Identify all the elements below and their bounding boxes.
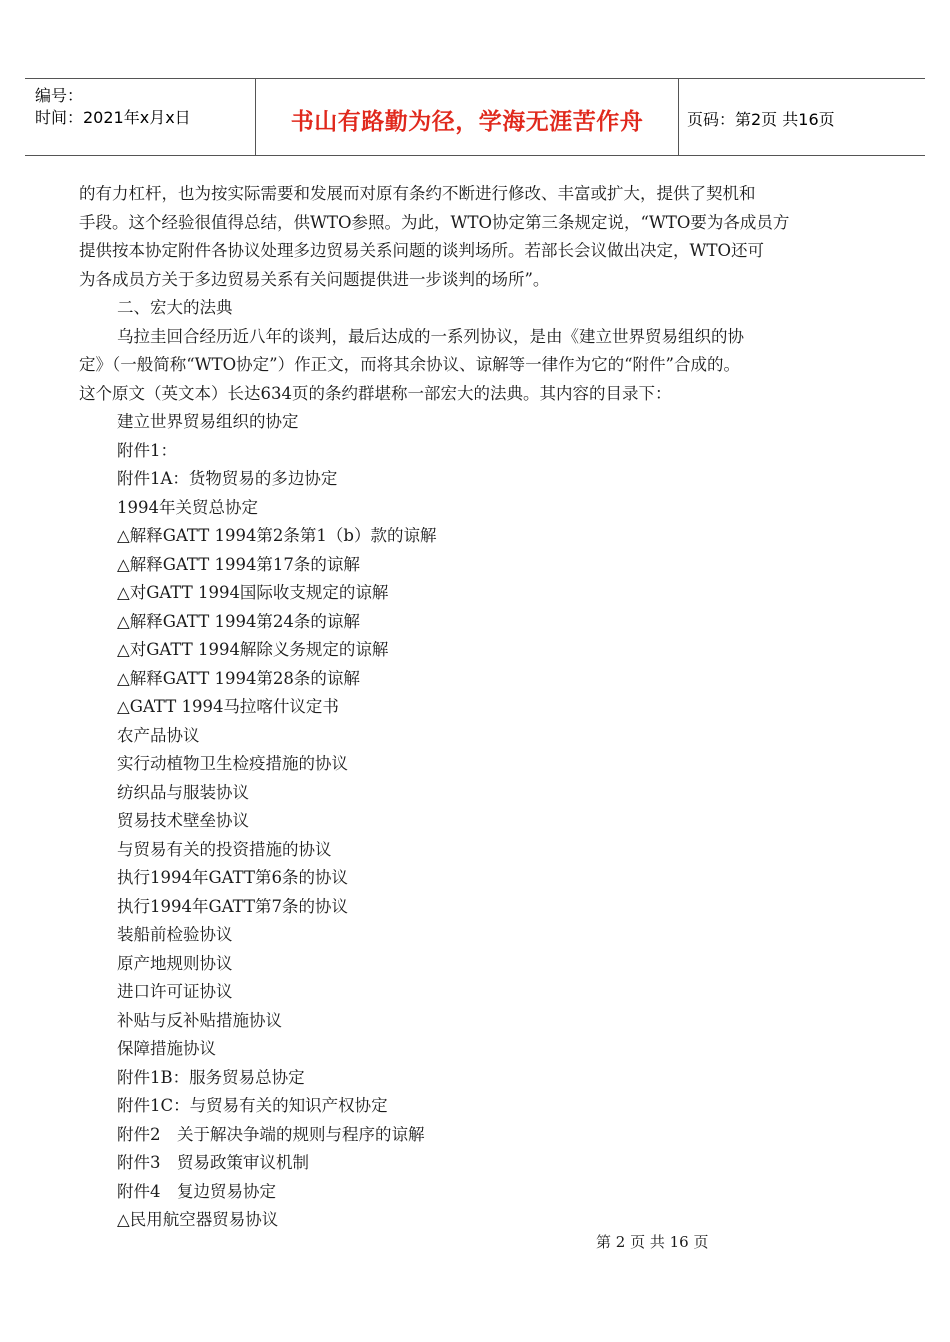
section-heading: 二、宏大的法典 (117, 298, 233, 317)
toc-item: 与贸易有关的投资措施的协议 (117, 839, 332, 859)
document-number-label: 编号： (35, 86, 84, 105)
toc-item: 附件2 关于解决争端的规则与程序的谅解 (117, 1124, 425, 1144)
body-line: 手段。这个经验很值得总结，供WTO参照。为此，WTO协定第三条规定说，“WTO要为各成员方 (79, 212, 790, 232)
toc-item: 装船前检验协议 (117, 925, 233, 944)
body-line: 提供按本协定附件各协议处理多边贸易关系问题的谈判场所。若部长会议做出决定，WTO还可 (79, 241, 764, 260)
header-motto: 书山有路勤为径，学海无涯苦作舟 (290, 109, 644, 135)
toc-item: 纺织品与服装协议 (117, 782, 249, 802)
page-footer: 第 2 页 共 16 页 (596, 1233, 709, 1251)
toc-item: △解释GATT 1994第24条的谅解 (117, 611, 360, 631)
body-line: 这个原文（英文本）长达634页的条约群堪称一部宏大的法典。其内容的目录下： (79, 383, 672, 403)
page-header (25, 78, 925, 156)
toc-item: 农产品协议 (117, 725, 200, 745)
toc-item: △对GATT 1994解除义务规定的谅解 (117, 640, 389, 659)
toc-item: 1994年关贸总协定 (117, 497, 258, 517)
toc-item: 附件3 贸易政策审议机制 (117, 1153, 309, 1172)
toc-item: 贸易技术壁垒协议 (117, 811, 249, 830)
toc-item: 附件4 复边贸易协定 (117, 1181, 276, 1201)
toc-item: 进口许可证协议 (117, 982, 233, 1001)
toc-item: △对GATT 1994国际收支规定的谅解 (117, 583, 389, 602)
toc-item: 执行1994年GATT第6条的协议 (117, 868, 348, 887)
toc-item: 附件1： (117, 440, 177, 460)
body-line: 定》（一般简称“WTO协定”）作正文，而将其余协议、谅解等一律作为它的“附件”合成的。 (79, 355, 740, 374)
toc-item: 附件1C：与贸易有关的知识产权协定 (117, 1096, 388, 1115)
toc-item: 附件1B：服务贸易总协定 (117, 1067, 305, 1087)
body-line: 乌拉圭回合经历近八年的谈判，最后达成的一系列协议，是由《建立世界贸易组织的协 (117, 326, 744, 346)
document-time-label: 时间：2021年x月x日 (35, 108, 191, 127)
body-line: 为各成员方关于多边贸易关系有关问题提供进一步谈判的场所”。 (79, 269, 550, 289)
toc-item: △民用航空器贸易协议 (117, 1210, 279, 1229)
toc-item: △解释GATT 1994第2条第1（b）款的谅解 (117, 526, 437, 545)
header-meta-cell (25, 79, 255, 155)
toc-item: △GATT 1994马拉喀什议定书 (117, 697, 339, 716)
toc-item: 附件1A：货物贸易的多边协定 (117, 469, 338, 488)
toc-item: 补贴与反补贴措施协议 (117, 1010, 282, 1030)
header-page-cell (679, 79, 925, 155)
toc-item: 实行动植物卫生检疫措施的协议 (117, 754, 348, 773)
toc-item: △解释GATT 1994第17条的谅解 (117, 554, 360, 574)
toc-item: 建立世界贸易组织的协定 (117, 412, 299, 431)
toc-item: 保障措施协议 (117, 1039, 216, 1058)
body-line: 的有力杠杆，也为按实际需要和发展而对原有条约不断进行修改、丰富或扩大，提供了契机和 (79, 184, 756, 203)
document-body (79, 180, 899, 1235)
header-page-info: 页码：第2页 共16页 (687, 110, 835, 129)
toc-item: △解释GATT 1994第28条的谅解 (117, 668, 360, 688)
toc-item: 执行1994年GATT第7条的协议 (117, 896, 348, 916)
header-motto-cell (255, 79, 679, 155)
toc-item: 原产地规则协议 (117, 953, 233, 973)
